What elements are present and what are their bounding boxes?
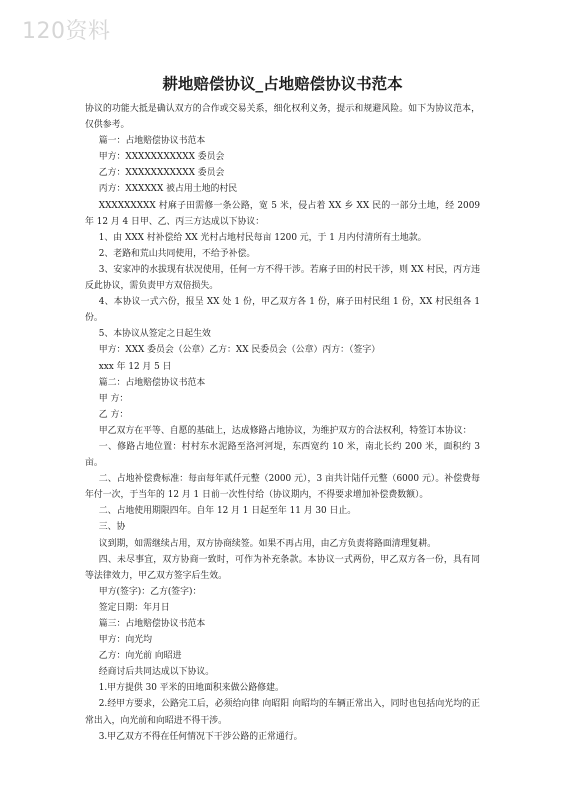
paragraph: 3、安家冲的水拔现有状况使用，任何一方不得干涉。若麻子田的村民干涉，则 XX 村民，丙方违反此协议，需负责甲方双倍损失。 (85, 264, 480, 292)
paragraph: 甲 方： (98, 393, 129, 404)
document-body (85, 101, 480, 745)
paragraph: 篇二：占地赔偿协议书范本 (98, 377, 206, 388)
paragraph: 篇一：占地赔偿协议书范本 (98, 136, 206, 147)
paragraph: 协议的功能大抵是确认双方的合作或交易关系，细化权利义务，提示和规避风险。如下为协议范本，仅供参考。 (85, 104, 480, 131)
paragraph: 一、修路占地位置：村村东水泥路至洛河河堤，东西宽约 10 米，南北长约 200 米，面积约 3 亩。 (85, 441, 480, 469)
paragraph: 甲方：XXXXXXXXXXX 委员会 (98, 152, 225, 163)
paragraph: 1.甲方提供 30 平米的田地面积来做公路修建。 (98, 683, 284, 694)
paragraph: 签定日期：年月日 (98, 602, 170, 613)
paragraph: 四、未尽事宜，双方协商一致时，可作为补充条款。本协议一式两份，甲乙双方各一份，具有同等法律效力，甲乙双方签字后生效。 (85, 554, 480, 581)
paragraph: 乙方：向光前 向昭进 (98, 651, 182, 662)
document-page (85, 74, 480, 745)
paragraph: 甲方：XXX 委员会（公章）乙方：XX 民委员会（公章）丙方：（签字） (98, 345, 381, 356)
paragraph: XXXXXXXXX 村麻子田需修一条公路，宽 5 米，侵占着 XX 乡 XX 民的一部分土地，经 2009 年 12 月 4 日甲、乙、丙三方达成以下协议： (85, 200, 480, 227)
paragraph: 甲乙双方在平等、自愿的基础上，达成修路占地协议，为维护双方的合法权利，特签订本协议： (98, 425, 472, 436)
paragraph: 乙 方： (98, 409, 129, 420)
paragraph: 甲方：向光均 (98, 635, 153, 646)
paragraph: 二、占地使用期限四年。自年 12 月 1 日起至年 11 月 30 日止。 (98, 506, 357, 517)
document-title: 耕地赔偿协议_占地赔偿协议书范本 (162, 75, 403, 93)
paragraph: 4、本协议一式六份，报呈 XX 处 1 份，甲乙双方各 1 份，麻子田村民组 1 份，XX 村民组各 1 份。 (85, 297, 480, 324)
paragraph: 丙方：XXXXXX 被占用土地的村民 (98, 184, 238, 195)
paragraph: 三、协 (98, 522, 126, 533)
paragraph: 二、占地补偿费标准：每亩每年贰仟元整（2000 元），3 亩共计陆仟元整（6000 元）。补偿费每年付一次，于当年的 12 月 1 日前一次性付给（协议期内，不得要求增加补偿费数额）。 (85, 474, 480, 501)
paragraph: 乙方：XXXXXXXXXXX 委员会 (98, 168, 225, 179)
paragraph: 甲方(签字)：乙方(签字)： (98, 586, 202, 597)
watermark: 120资料 (22, 19, 111, 44)
paragraph: 2.经甲方要求，公路完工后，必须给向律 向昭阳 向昭均的车辆正常出入，同时也包括向光均的正常出入，向光前和向昭进不得干涉。 (85, 699, 480, 726)
paragraph: 议到期，如需继续占用，双方协商续签。如果不再占用，由乙方负责将路面清理复耕。 (98, 538, 437, 549)
paragraph: 经商讨后共同达成以下协议。 (98, 667, 215, 678)
paragraph: 2、老路和荒山共同使用，不给予补偿。 (98, 248, 256, 259)
paragraph: xxx 年 12 月 5 日 (98, 361, 172, 372)
paragraph: 篇三：占地赔偿协议书范本 (98, 619, 206, 629)
paragraph: 1、由 XXX 村补偿给 XX 光村占地村民每亩 1200 元，于 1 月内付清所有土地款。 (98, 232, 427, 243)
paragraph: 3.甲乙双方不得在任何情况下干涉公路的正常通行。 (98, 731, 303, 742)
paragraph: 5、本协议从签定之日起生效 (98, 329, 211, 340)
